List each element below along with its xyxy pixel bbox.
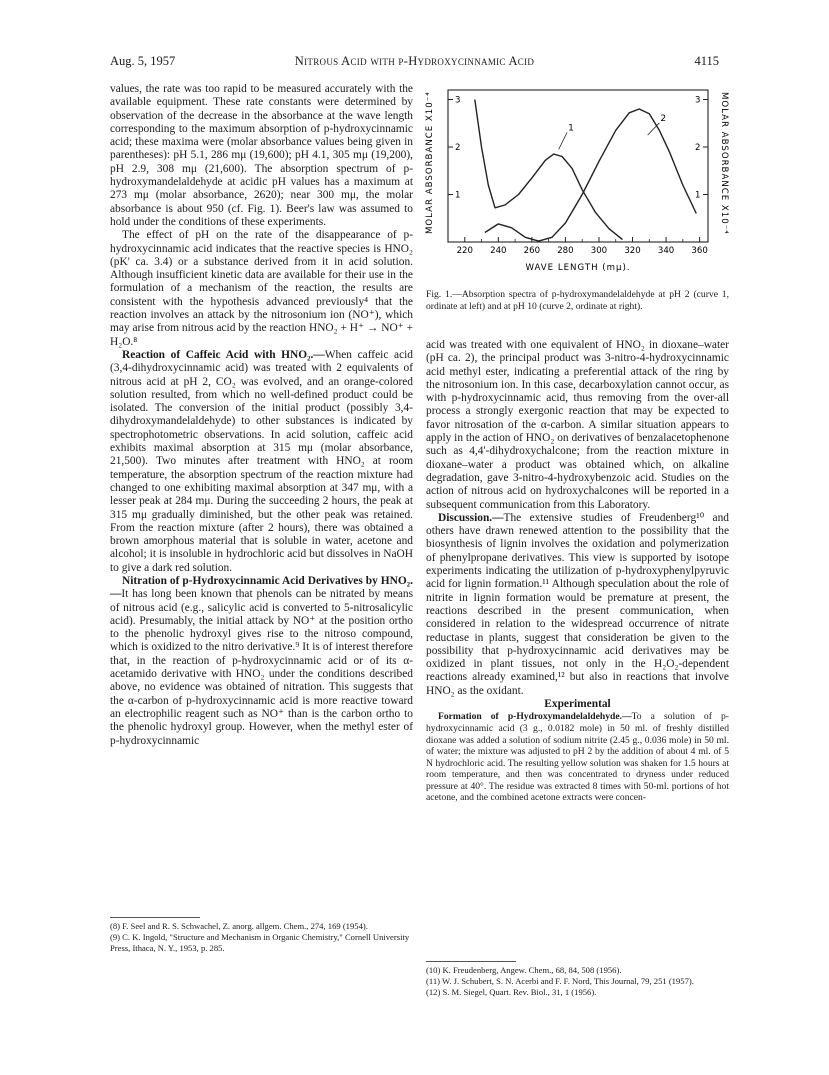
- x-tick-label: 300: [590, 246, 608, 256]
- paragraph: Discussion.—The extensive studies of Freudenberg¹⁰ and others have drawn renewed attention to the possibility that the biosynthesis of lignin involves the oxidation and polymerization of phenylpropane derivatives. This view is supported by isotope experiments indicating the utilization of p-hydroxyphenylpyruvic acid for lignin formation.¹¹ Although speculation about the role of nitrite in lignin formation would be premature at present, the reactions described in the present communication, when considered in relation to the widespread occurrence of nitrate reductase in plants, suggest that consideration be given to the possibility that p-hydroxycinnamic acid derivatives may be oxidized in plant tissues, not only in the H₂O₂-dependent reactions already examined,¹² but also in reactions that involve HNO₂ as the oxidant.: [426, 511, 729, 697]
- paragraph: acid was treated with one equivalent of HNO₂ in dioxane–water (pH ca. 2), the principal product was 3-nitro-4-hydroxycinnamic acid methyl ester, indicating a preferential attack of the ring by the nitrosonium ion. In this case, decarboxylation cannot occur, as with p-hydroxycinnamic acid, thus removing from the over-all process a strongly exergonic reaction that may be expected to favor nitrosation of the α-carbon. A similar situation appears to apply in the action of HNO₂ on derivatives of benzalacetophenone such as 4,4'-dihydroxychalcone; from the reaction mixture in dioxane–water a product was obtained which, on alkaline degradation, gave 3-nitro-4-hydroxybenzoic acid. Studies on the action of nitrous acid on hydroxychalcones will be reported in a subsequent communication from this Laboratory.: [426, 339, 729, 511]
- paragraph: Formation of p-Hydroxymandelaldehyde.—To a solution of p-hydroxycinnamic acid (3 g., 0.0182 mole) in 50 ml. of freshly distilled dioxane was added a solution of sodium nitrite (2.45 g., 0.036 mole) in 50 ml. of water; the mixture was adjusted to pH 2 by the addition of about 4 ml. of 5 N hydrochloric acid. The resulting yellow solution was shaken for 1.5 hours at room temperature, and then was concentrated to dryness under reduced pressure at 40°. The residue was extracted 8 times with 50-ml. portions of hot acetone, and the combined acetone extracts were concen-: [426, 711, 729, 804]
- footnote-rule: [426, 961, 516, 962]
- curve-2-label: 2: [660, 113, 667, 124]
- absorption-spectra-figure: [420, 84, 730, 274]
- curve-1: [475, 100, 623, 240]
- paragraph: Reaction of Caffeic Acid with HNO₂.—When caffeic acid (3,4-dihydroxycinnamic acid) was treated with 2 equivalents of nitrous acid at pH 2, CO₂ was evolved, and an orange-colored solution resulted, from which no well-defined product could be isolated. The conversion of the initial product (possibly 3,4-dihydroxymandelaldehyde) to other substances is indicated by spectrophotometric observations. In acid solution, caffeic acid exhibits maximal absorption at 315 mμ (molar absorbance, 21,500). Two minutes after treatment with HNO₂ at room temperature, the absorption spectrum of the reaction mixture had changed to one exhibiting maximal absorption at 347 mμ, with a lesser peak at 284 mμ. During the succeeding 2 hours, the peak at 315 mμ gradually diminished, but the other peak was retained. From the reaction mixture (after 2 hours), there was obtained a brown amorphous material that is soluble in water, acetone and alcohol; it is insoluble in hydrochloric acid but dissolves in NaOH to give a dark red solution.: [110, 348, 413, 574]
- x-tick-label: 280: [557, 246, 574, 256]
- footnote-rule: [110, 917, 200, 918]
- paragraph: The effect of pH on the rate of the disappearance of p-hydroxycinnamic acid indicates that the reactive species is HNO₂ (pK' ca. 3.4) or a substance derived from it in acid solution. Although insufficient kinetic data are available for their use in the formulation of a mechanism of the reaction, the results are consistent with the hypothesis advanced previously⁴ that the reaction involves an attack by the nitrosonium ion (NO⁺), which may arise from nitrous acid by the reaction HNO₂ + H⁺ → NO⁺ + H₂O.⁸: [110, 229, 413, 348]
- x-axis-label: WAVE LENGTH (mμ).: [525, 263, 631, 273]
- footnote: (8) F. Seel and R. S. Schwachel, Z. anorg. allgem. Chem., 274, 169 (1954).: [110, 921, 368, 931]
- x-tick-label: 260: [523, 246, 541, 256]
- curve-1-label: 1: [568, 123, 574, 134]
- paragraph: Nitration of p-Hydroxycinnamic Acid Derivatives by HNO₂.—It has long been known that phenols can be nitrated by means of nitrous acid (e.g., salicylic acid is converted to 5-nitrosalicylic acid). Presumably, the initial attack by NO⁺ at the position ortho to the phenolic hydroxyl gives rise to the nitroso compound, which is oxidized to the nitro derivative.⁹ It is of interest therefore that, in the reaction of p-hydroxycinnamic acid or of its α-acetamido derivative with HNO₂ under the conditions described above, no evidence was obtained of nitration. This suggests that the α-carbon of p-hydroxycinnamic acid is more reactive toward an electrophilic reagent such as NO⁺ than is the carbon ortho to the phenolic hydroxyl group. However, when the methyl ester of p-hydroxycinnamic: [110, 574, 413, 747]
- section-heading: Discussion.—: [438, 511, 504, 524]
- paragraph: values, the rate was too rapid to be measured accurately with the available equipment. These rate constants were determined by observation of the decrease in the absorbance at the wave length corresponding to the maximum absorption of p-hydroxycinnamic acid; these maxima were (molar absorbance values being given in parentheses): pH 5.1, 286 mμ (19,600); pH 4.1, 305 mμ (19,200), pH 2.9, 308 mμ (21,600). The absorption spectrum of p-hydroxymandelaldehyde at acidic pH values has a maximum at 273 mμ (molar absorbance, 2620); near 300 mμ, the molar absorbance is about 950 (cf. Fig. 1). Beer's law was assumed to hold under the conditions of these experiments.: [110, 83, 413, 228]
- footnotes-left: [110, 921, 413, 953]
- y-axis-label-left: MOLAR ABSORBANCE X10⁻⁴: [425, 91, 435, 234]
- section-heading: Formation of p-Hydroxymandelaldehyde.—: [438, 711, 632, 723]
- y-tick-label-right: 1: [695, 190, 701, 201]
- header-date: Aug. 5, 1957: [110, 54, 176, 68]
- y-tick-label-right: 3: [695, 95, 701, 106]
- right-column: [426, 339, 729, 804]
- footnote: (10) K. Freudenberg, Angew. Chem., 68, 84, 508 (1956).: [426, 965, 622, 975]
- y-tick-label-left: 2: [455, 143, 461, 153]
- x-tick-label: 340: [657, 246, 675, 256]
- section-heading: Reaction of Caffeic Acid with HNO₂.—: [122, 348, 325, 361]
- left-column: [110, 83, 413, 748]
- y-tick-label-left: 1: [455, 190, 461, 201]
- x-tick-label: 360: [691, 246, 708, 256]
- footnotes-right: [426, 965, 729, 997]
- curve-1-leader: [559, 132, 567, 149]
- header-title: Nitrous Acid with p-Hydroxycinnamic Acid: [294, 54, 535, 68]
- page-number: 4115: [694, 54, 719, 68]
- footnote: (11) W. J. Schubert, S. N. Acerbi and F. F. Nord, This Journal, 79, 251 (1957).: [426, 975, 694, 986]
- curve-2: [485, 109, 696, 241]
- y-tick-label-left: 3: [455, 95, 461, 106]
- y-tick-label-right: 2: [695, 143, 701, 153]
- experimental-heading: Experimental: [544, 698, 611, 711]
- curve-2-leader: [648, 123, 660, 135]
- section-heading: Nitration of p-Hydroxycinnamic Acid Derivatives by HNO₂.—: [110, 574, 413, 601]
- plot-frame: [448, 90, 708, 242]
- footnote: (12) S. M. Siegel, Quart. Rev. Biol., 31, 1 (1956).: [426, 986, 597, 997]
- x-tick-label: 220: [456, 246, 473, 256]
- x-tick-label: 240: [490, 246, 507, 256]
- y-axis-label-right: MOLAR ABSORBANCE X10⁻⁴: [719, 92, 729, 235]
- footnote: (9) C. K. Ingold, "Structure and Mechanism in Organic Chemistry," Cornell University Press, Ithaca, N. Y., 1953, p. 285.: [110, 931, 410, 953]
- figure-caption: Fig. 1.—Absorption spectra of p-hydroxymandelaldehyde at pH 2 (curve 1, ordinate at left) and at pH 10 (curve 2, ordinate at right).: [426, 289, 729, 312]
- x-tick-label: 320: [624, 246, 641, 256]
